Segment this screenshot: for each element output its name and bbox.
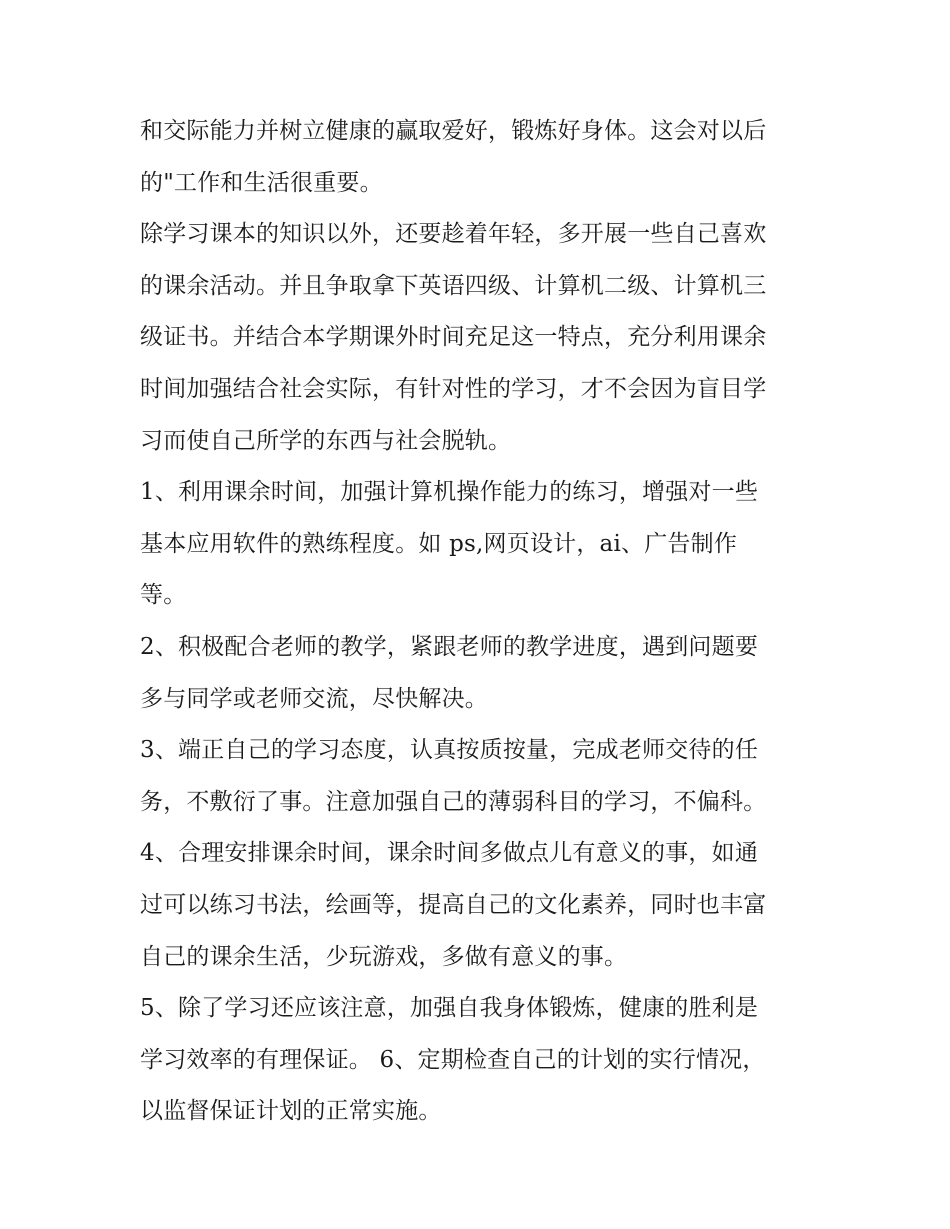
text-line: 的"工作和生活很重要。	[140, 169, 383, 196]
list-item-2-line: 2、积极配合老师的教学，紧跟老师的教学进度，遇到问题要	[140, 633, 759, 660]
list-item-5-line: 学习效率的有理保证。 6、定期检查自己的计划的实行情况，	[140, 1046, 766, 1073]
list-item-3-line: 务，不敷衍了事。注意加强自己的薄弱科目的学习，不偏科。	[140, 788, 767, 815]
text-line: 除学习课本的知识以外，还要趁着年轻，多开展一些自己喜欢	[140, 221, 767, 248]
list-item-2-line: 多与同学或老师交流，尽快解决。	[140, 685, 488, 712]
list-item-4-line: 过可以练习书法，绘画等，提高自己的文化素养，同时也丰富	[140, 891, 767, 918]
document-body	[140, 106, 820, 1138]
list-item-6-line: 以监督保证计划的正常实施。	[140, 1098, 442, 1125]
text-line: 和交际能力并树立健康的赢取爱好，锻炼好身体。这会对以后	[140, 118, 767, 144]
text-line: 级证书。并结合本学期课外时间充足这一特点，充分利用课余	[140, 324, 767, 351]
list-item-1-line: 基本应用软件的熟练程度。如 ps,网页设计，ai、广告制作	[140, 530, 738, 557]
text-line: 的课余活动。并且争取拿下英语四级、计算机二级、计算机三	[140, 272, 767, 299]
list-item-4-line: 4、合理安排课余时间，课余时间多做点儿有意义的事，如通	[140, 840, 759, 867]
text-line: 习而使自己所学的东西与社会脱轨。	[140, 427, 512, 454]
list-item-5-line: 5、除了学习还应该注意，加强自我身体锻炼，健康的胜利是	[140, 995, 759, 1022]
list-item-1-line: 1、利用课余时间，加强计算机操作能力的练习，增强对一些	[140, 479, 759, 506]
list-item-1-line: 等。	[140, 582, 187, 609]
list-item-3-line: 3、端正自己的学习态度，认真按质按量，完成老师交待的任	[140, 737, 759, 764]
text-line: 时间加强结合社会实际，有针对性的学习，才不会因为盲目学	[140, 375, 767, 402]
list-item-4-line: 自己的课余生活，少玩游戏，多做有意义的事。	[140, 943, 628, 970]
